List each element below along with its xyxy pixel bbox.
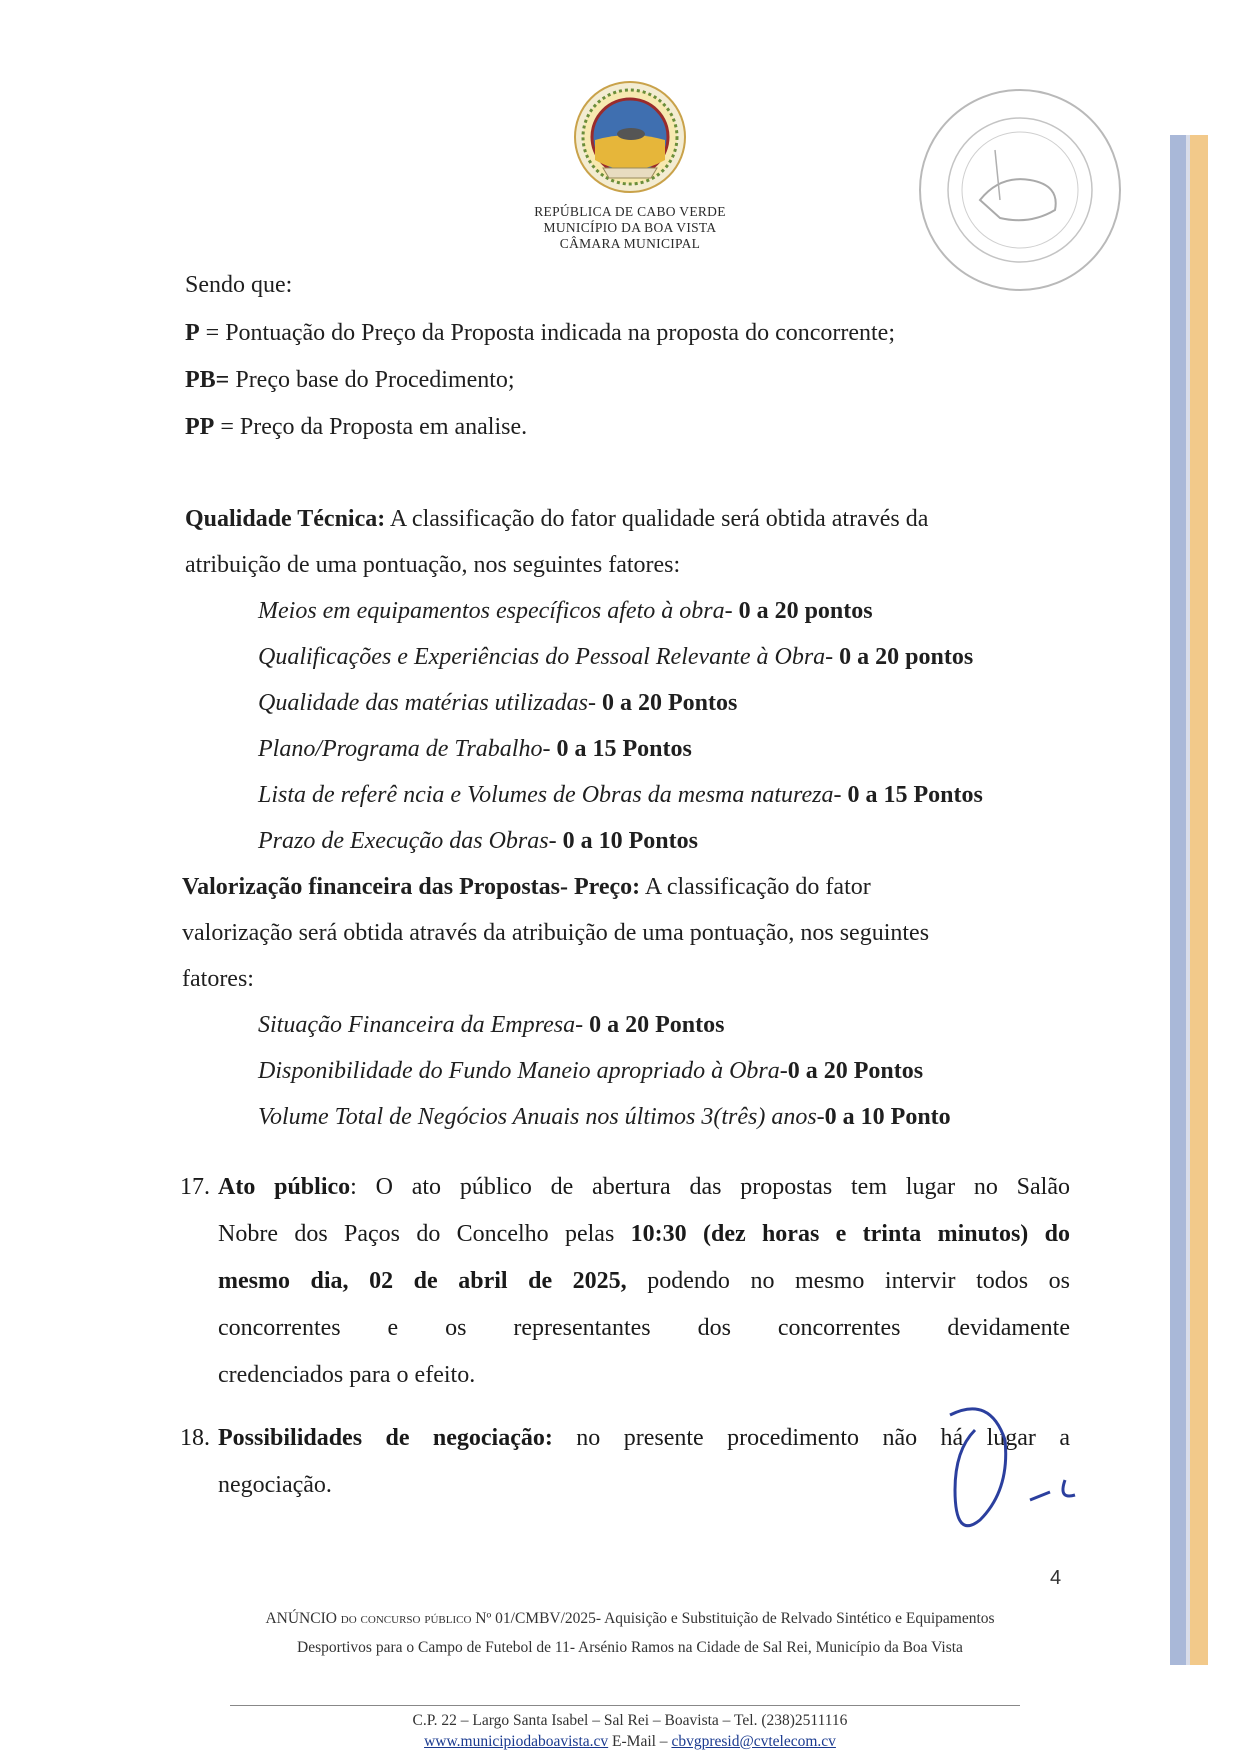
item17-line3 (218, 1268, 1070, 1295)
qualidade-text1: A classificação do fator qualidade será obtida através da (385, 506, 929, 532)
qualidade-item (258, 736, 692, 763)
item17-title: Ato público (218, 1174, 351, 1200)
qualidade-item-points: 0 a 15 Pontos (841, 782, 983, 808)
valorizacao-item (258, 1058, 923, 1085)
valorizacao-item (258, 1012, 724, 1039)
footer-text: Nº 01/CMBV/2025- Aquisição e Substituição de Relvado Sintético e Equipamentos (475, 1610, 995, 1627)
valorizacao-item-points: 0 a 20 Pontos (583, 1012, 725, 1038)
footer-text: ANÚNCIO (265, 1610, 337, 1627)
qualidade-item-points: 0 a 20 pontos (732, 598, 873, 624)
qualidade-text2: atribuição de uma pontuação, nos seguintes fatores: (185, 552, 681, 578)
formula-pp-key: PP (185, 414, 215, 440)
valorizacao-item-label: Situação Financeira da Empresa- (258, 1012, 584, 1038)
qualidade-item-points: 0 a 20 pontos (833, 644, 974, 670)
item17-line5: credenciados para o efeito. (218, 1362, 476, 1388)
item17-line1 (218, 1174, 1070, 1201)
page-number: 4 (1050, 1567, 1062, 1589)
qualidade-item (258, 690, 737, 717)
valorizacao-item-label: Disponibilidade do Fundo Maneio apropriado à Obra- (258, 1058, 788, 1084)
footer-contact (300, 1733, 960, 1751)
qualidade-item-points: 0 a 15 Pontos (550, 736, 692, 762)
item17-date: mesmo dia, 02 de abril de 2025, (218, 1268, 627, 1294)
formula-pb-text: Preço base do Procedimento; (229, 367, 515, 393)
qualidade-item-points: 0 a 10 Pontos (556, 828, 698, 854)
qualidade-item-label: Qualificações e Experiências do Pessoal Relevante à Obra- (258, 644, 834, 670)
footer-text: do concurso público (336, 1610, 476, 1627)
valorizacao-heading-line (182, 874, 871, 901)
item17-text: Nobre dos Paços do Concelho pelas (218, 1221, 631, 1247)
valorizacao-heading: Valorização financeira das Propostas- Preço: (182, 874, 641, 900)
footer-divider (230, 1705, 1020, 1706)
qualidade-heading: Qualidade Técnica: (185, 506, 386, 532)
valorizacao-text2: valorização será obtida através da atribuição de uma pontuação, nos seguintes (182, 920, 930, 946)
item17-number: 17. (180, 1174, 210, 1200)
qualidade-item-label: Prazo de Execução das Obras- (258, 828, 557, 854)
item18-title: Possibilidades de negociação: (218, 1425, 553, 1451)
header-line-council: CÂMARA MUNICIPAL (559, 236, 701, 251)
qualidade-item-label: Meios em equipamentos específicos afeto à obra- (258, 598, 733, 624)
qualidade-item-label: Qualidade das matérias utilizadas- (258, 690, 597, 716)
header-block (420, 204, 840, 252)
website-link[interactable]: www.municipiodaboavista.cv (424, 1733, 609, 1750)
formula-pp-line (185, 414, 527, 441)
side-stripe-orange (1190, 135, 1208, 1665)
item18-line2: negociação. (218, 1472, 332, 1498)
side-stripe-blue (1170, 135, 1186, 1665)
formula-p-line (185, 320, 895, 347)
formula-pp-text: = Preço da Proposta em analise. (214, 414, 528, 440)
municipal-crest-icon (573, 80, 687, 194)
item17-text: : O ato público de abertura das propostas tem lugar no Salão (350, 1174, 1070, 1200)
item18-number: 18. (180, 1425, 210, 1451)
qualidade-item (258, 828, 698, 855)
footer-line2: Desportivos para o Campo de Futebol de 11- Arsénio Ramos na Cidade de Sal Rei, Município da Boa Vista (297, 1639, 963, 1656)
item18-text: no presente procedimento não há lugar a (552, 1425, 1070, 1451)
footer-address: C.P. 22 – Largo Santa Isabel – Sal Rei – Boavista – Tel. (238)2511116 (412, 1712, 848, 1729)
formula-pb-key: PB= (185, 367, 230, 393)
qualidade-item (258, 644, 973, 671)
qualidade-item (258, 598, 873, 625)
footer-line1 (150, 1610, 1110, 1628)
valorizacao-text3: fatores: (182, 966, 254, 992)
official-stamp-icon (900, 80, 1135, 300)
formula-pb-line (185, 367, 515, 394)
formula-p-text: = Pontuação do Preço da Proposta indicada na proposta do concorrente; (199, 320, 896, 346)
qualidade-item (258, 782, 983, 809)
header-line-municipality: MUNICÍPIO DA BOA VISTA (543, 220, 717, 235)
item17-text: podendo no mesmo intervir todos os (626, 1268, 1071, 1294)
formula-p-key: P (185, 320, 200, 346)
formula-intro: Sendo que: (185, 272, 293, 298)
valorizacao-item-points: 0 a 10 Ponto (824, 1104, 951, 1130)
email-label: E-Mail – (608, 1733, 672, 1750)
valorizacao-item (258, 1104, 951, 1131)
valorizacao-item-points: 0 a 20 Pontos (787, 1058, 924, 1084)
item17-time: 10:30 (dez horas e trinta minutos) do (630, 1221, 1070, 1247)
handwritten-signature-icon (930, 1400, 1090, 1540)
valorizacao-text1: A classificação do fator (640, 874, 871, 900)
qualidade-item-label: Lista de referê ncia e Volumes de Obras da mesma natureza- (258, 782, 842, 808)
item17-line2 (218, 1221, 1070, 1248)
header-line-republic: REPÚBLICA DE CABO VERDE (534, 204, 726, 219)
item17-line4: concorrentes e os representantes dos concorrentes devidamente (218, 1315, 1070, 1341)
qualidade-item-label: Plano/Programa de Trabalho- (258, 736, 551, 762)
valorizacao-item-label: Volume Total de Negócios Anuais nos últimos 3(três) anos- (258, 1104, 825, 1130)
email-link[interactable]: cbvgpresid@cvtelecom.cv (671, 1733, 836, 1750)
qualidade-item-points: 0 a 20 Pontos (596, 690, 738, 716)
qualidade-heading-line (185, 506, 928, 533)
